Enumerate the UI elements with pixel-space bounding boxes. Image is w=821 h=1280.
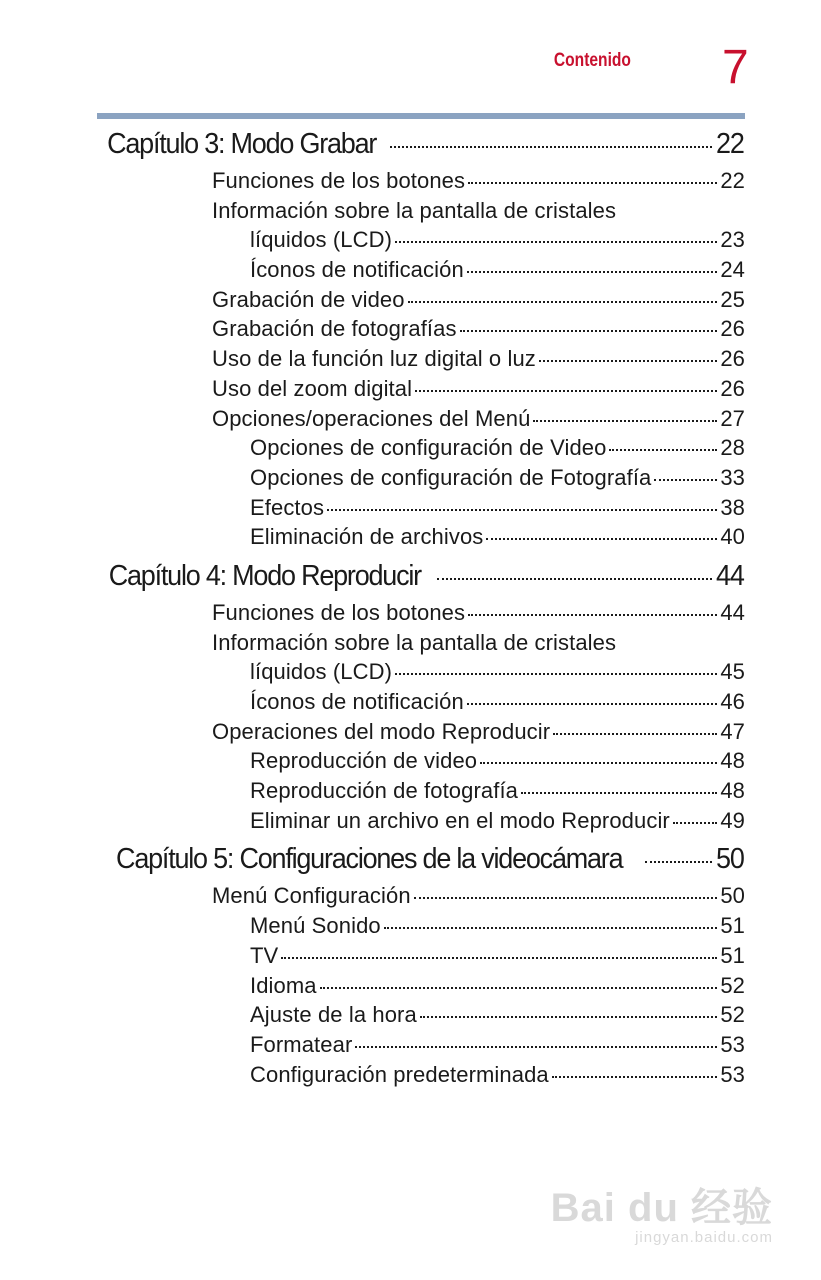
toc-entry[interactable] — [97, 687, 745, 717]
toc-page-number: 51 — [720, 913, 745, 939]
dot-leader — [552, 1076, 718, 1078]
dot-leader — [609, 449, 717, 451]
toc-entry-title: Funciones de los botones — [212, 168, 466, 193]
toc-entry[interactable] — [97, 404, 745, 434]
dot-leader — [395, 241, 717, 243]
dot-leader — [395, 673, 717, 675]
toc-page-number: 53 — [720, 1061, 745, 1087]
dot-leader — [415, 390, 717, 392]
toc-entry[interactable] — [97, 1060, 745, 1090]
toc-entry-title: Íconos de notificación — [250, 257, 464, 283]
toc-entry-title: Menú Configuración — [212, 883, 411, 909]
toc-entry-title: Efectos — [250, 494, 325, 520]
toc-entry[interactable] — [97, 628, 745, 658]
toc-page-number: 26 — [720, 316, 745, 342]
toc-entry[interactable] — [97, 522, 745, 552]
dot-leader — [480, 762, 717, 764]
toc-page-number: 52 — [720, 1002, 745, 1028]
toc-page-number: 45 — [720, 659, 745, 685]
toc-page-number: 49 — [720, 807, 745, 833]
dot-leader — [355, 1046, 717, 1048]
toc-page-number: 23 — [720, 227, 745, 253]
dot-leader — [408, 301, 718, 303]
toc-entry[interactable] — [97, 493, 745, 523]
dot-leader — [467, 271, 718, 273]
toc-entry-title: Opciones/operaciones del Menú — [212, 405, 531, 431]
dot-leader — [539, 360, 717, 362]
toc-entry-title: Eliminación de archivos — [250, 524, 484, 550]
toc-entry-title: Información sobre la pantalla de cristales — [212, 197, 617, 223]
toc-entry[interactable] — [97, 657, 745, 687]
toc-page-number: 51 — [720, 942, 745, 968]
dot-leader — [420, 1016, 718, 1018]
toc-entry[interactable] — [97, 1000, 745, 1030]
toc-page-number: 50 — [716, 843, 744, 876]
toc-entry-title: Idioma — [250, 972, 317, 998]
toc-page-number: 26 — [720, 346, 745, 372]
page-number: 7 — [722, 41, 749, 94]
toc-entry-title: Reproducción de video — [250, 748, 478, 774]
toc-page-number: 27 — [720, 405, 745, 431]
watermark-url: jingyan.baidu.com — [635, 1229, 773, 1246]
toc-entry[interactable] — [97, 374, 745, 404]
toc-entry[interactable] — [97, 971, 745, 1001]
dot-leader — [467, 703, 718, 705]
table-of-contents — [97, 126, 745, 1089]
toc-entry-title: Información sobre la pantalla de cristales — [212, 629, 617, 655]
dot-leader — [414, 897, 718, 899]
toc-entry[interactable] — [97, 776, 745, 806]
toc-page-number: 22 — [720, 168, 745, 193]
toc-entry[interactable] — [97, 344, 745, 374]
toc-entry[interactable] — [97, 881, 745, 911]
toc-entry-title: Uso de la función luz digital o luz — [212, 346, 536, 372]
dot-leader — [533, 420, 717, 422]
toc-page-number: 53 — [720, 1031, 745, 1057]
toc-chapter-title: Capítulo 4: Modo Reproducir — [108, 559, 421, 592]
toc-chapter-3[interactable] — [97, 126, 745, 162]
dot-leader — [553, 733, 717, 735]
toc-entry[interactable] — [97, 911, 745, 941]
toc-page-number: 52 — [720, 972, 745, 998]
toc-entry-title: TV — [250, 942, 279, 968]
toc-page-number: 46 — [720, 689, 745, 714]
toc-page-number: 44 — [716, 559, 744, 592]
dot-leader — [384, 927, 718, 929]
dot-leader — [327, 509, 717, 511]
toc-entry[interactable] — [97, 285, 745, 315]
toc-entry[interactable] — [97, 433, 745, 463]
toc-chapter-5[interactable] — [97, 841, 745, 877]
toc-entry-title: Íconos de notificación — [250, 689, 464, 714]
toc-page-number: 22 — [716, 128, 744, 160]
toc-entry[interactable] — [97, 717, 745, 747]
toc-page-number: 40 — [720, 524, 745, 550]
toc-page-number: 24 — [720, 257, 745, 283]
toc-page-number: 26 — [720, 375, 745, 401]
toc-entry[interactable] — [97, 463, 745, 493]
watermark — [551, 1176, 773, 1246]
toc-entry[interactable] — [97, 166, 745, 196]
toc-page-number: 48 — [720, 778, 745, 804]
dot-leader — [673, 822, 717, 824]
toc-chapter-title: Capítulo 5: Configuraciones de la videocámara — [116, 843, 623, 876]
toc-entry-title: Grabación de fotografías — [212, 316, 457, 342]
dot-leader — [460, 330, 718, 332]
watermark-logo: Bai du 经验 — [550, 1186, 773, 1230]
toc-entry[interactable] — [97, 255, 745, 285]
toc-entry-title: Formatear — [250, 1031, 353, 1057]
toc-page-number: 44 — [720, 599, 745, 625]
toc-entry-title: Funciones de los botones — [212, 599, 466, 625]
toc-entry[interactable] — [97, 196, 745, 226]
toc-entry[interactable] — [97, 1030, 745, 1060]
toc-page-number: 33 — [720, 464, 745, 490]
dot-leader — [468, 182, 717, 184]
toc-entry[interactable] — [97, 225, 745, 255]
toc-entry-title: Menú Sonido — [250, 913, 381, 939]
toc-page-number: 28 — [720, 435, 745, 461]
toc-entry-title: Operaciones del modo Reproducir — [212, 718, 551, 744]
header-section-label: Contenido — [553, 50, 631, 71]
dot-leader — [437, 578, 713, 580]
toc-entry-title: líquidos (LCD) — [250, 659, 393, 685]
toc-page-number: 47 — [720, 718, 745, 744]
toc-entry-title: Opciones de configuración de Fotografía — [250, 464, 652, 490]
dot-leader — [486, 538, 717, 540]
toc-chapter-4[interactable] — [97, 558, 745, 594]
toc-entry-title: líquidos (LCD) — [250, 227, 393, 253]
toc-entry[interactable] — [97, 941, 745, 971]
header-rule — [97, 113, 745, 119]
dot-leader — [320, 987, 718, 989]
toc-entry-title: Uso del zoom digital — [212, 375, 413, 401]
toc-page-number: 25 — [720, 286, 745, 312]
toc-entry-title: Reproducción de fotografía — [250, 778, 518, 804]
dot-leader — [521, 792, 717, 794]
toc-chapter-title: Capítulo 3: Modo Grabar — [107, 128, 377, 160]
dot-leader — [654, 479, 717, 481]
toc-page-number: 50 — [720, 883, 745, 909]
toc-entry-title: Opciones de configuración de Video — [250, 435, 607, 461]
toc-entry-title: Ajuste de la hora — [250, 1002, 417, 1028]
dot-leader — [645, 861, 712, 863]
dot-leader — [468, 614, 717, 616]
toc-entry[interactable] — [97, 598, 745, 628]
dot-leader — [390, 146, 712, 148]
toc-entry-title: Configuración predeterminada — [250, 1061, 549, 1087]
toc-entry-title: Eliminar un archivo en el modo Reproducir — [250, 807, 670, 833]
toc-page-number: 48 — [720, 748, 745, 774]
toc-page-number: 38 — [720, 494, 745, 520]
dot-leader — [281, 957, 717, 959]
toc-entry[interactable] — [97, 806, 745, 836]
toc-entry[interactable] — [97, 314, 745, 344]
toc-entry-title: Grabación de video — [212, 286, 405, 312]
toc-entry[interactable] — [97, 746, 745, 776]
